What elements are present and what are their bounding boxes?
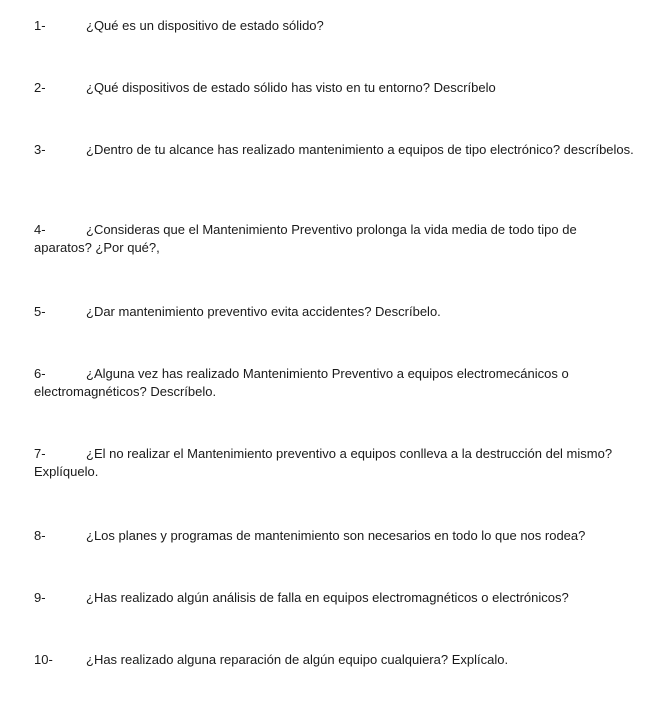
question-4 [34,221,634,257]
question-number: 4- [34,222,46,237]
question-text: ¿Alguna vez has realizado Mantenimiento Preventivo a equipos electromecánicos o electromagnéticos? Descríbelo. [34,366,569,399]
question-number: 6- [34,366,46,381]
question-text: ¿Qué es un dispositivo de estado sólido? [86,18,324,33]
question-text: ¿Dar mantenimiento preventivo evita accidentes? Descríbelo. [86,304,441,319]
question-text: ¿Consideras que el Mantenimiento Preventivo prolonga la vida media de todo tipo de aparatos? ¿Por qué?, [34,222,577,255]
question-number: 3- [34,142,46,157]
question-number: 2- [34,80,46,95]
question-text: ¿El no realizar el Mantenimiento preventivo a equipos conlleva a la destrucción del mismo? Explíquelo. [34,446,613,479]
question-number: 10- [34,652,53,667]
question-1 [34,17,634,35]
question-2 [34,79,634,97]
question-5 [34,303,634,321]
question-6 [34,365,634,401]
question-7 [34,445,634,481]
question-text: ¿Has realizado alguna reparación de algún equipo cualquiera? Explícalo. [86,652,509,667]
question-number: 5- [34,304,46,319]
question-text: ¿Los planes y programas de mantenimiento son necesarios en todo lo que nos rodea? [86,528,586,543]
question-8 [34,527,634,545]
question-number: 1- [34,18,46,33]
question-text: ¿Has realizado algún análisis de falla en equipos electromagnéticos o electrónicos? [86,590,569,605]
question-number: 7- [34,446,46,461]
question-10 [34,651,634,669]
question-text: ¿Dentro de tu alcance has realizado mantenimiento a equipos de tipo electrónico? descríbelos. [86,142,634,157]
question-text: ¿Qué dispositivos de estado sólido has visto en tu entorno? Descríbelo [86,80,496,95]
question-number: 9- [34,590,46,605]
question-9 [34,589,634,607]
question-3 [34,141,634,159]
question-number: 8- [34,528,46,543]
